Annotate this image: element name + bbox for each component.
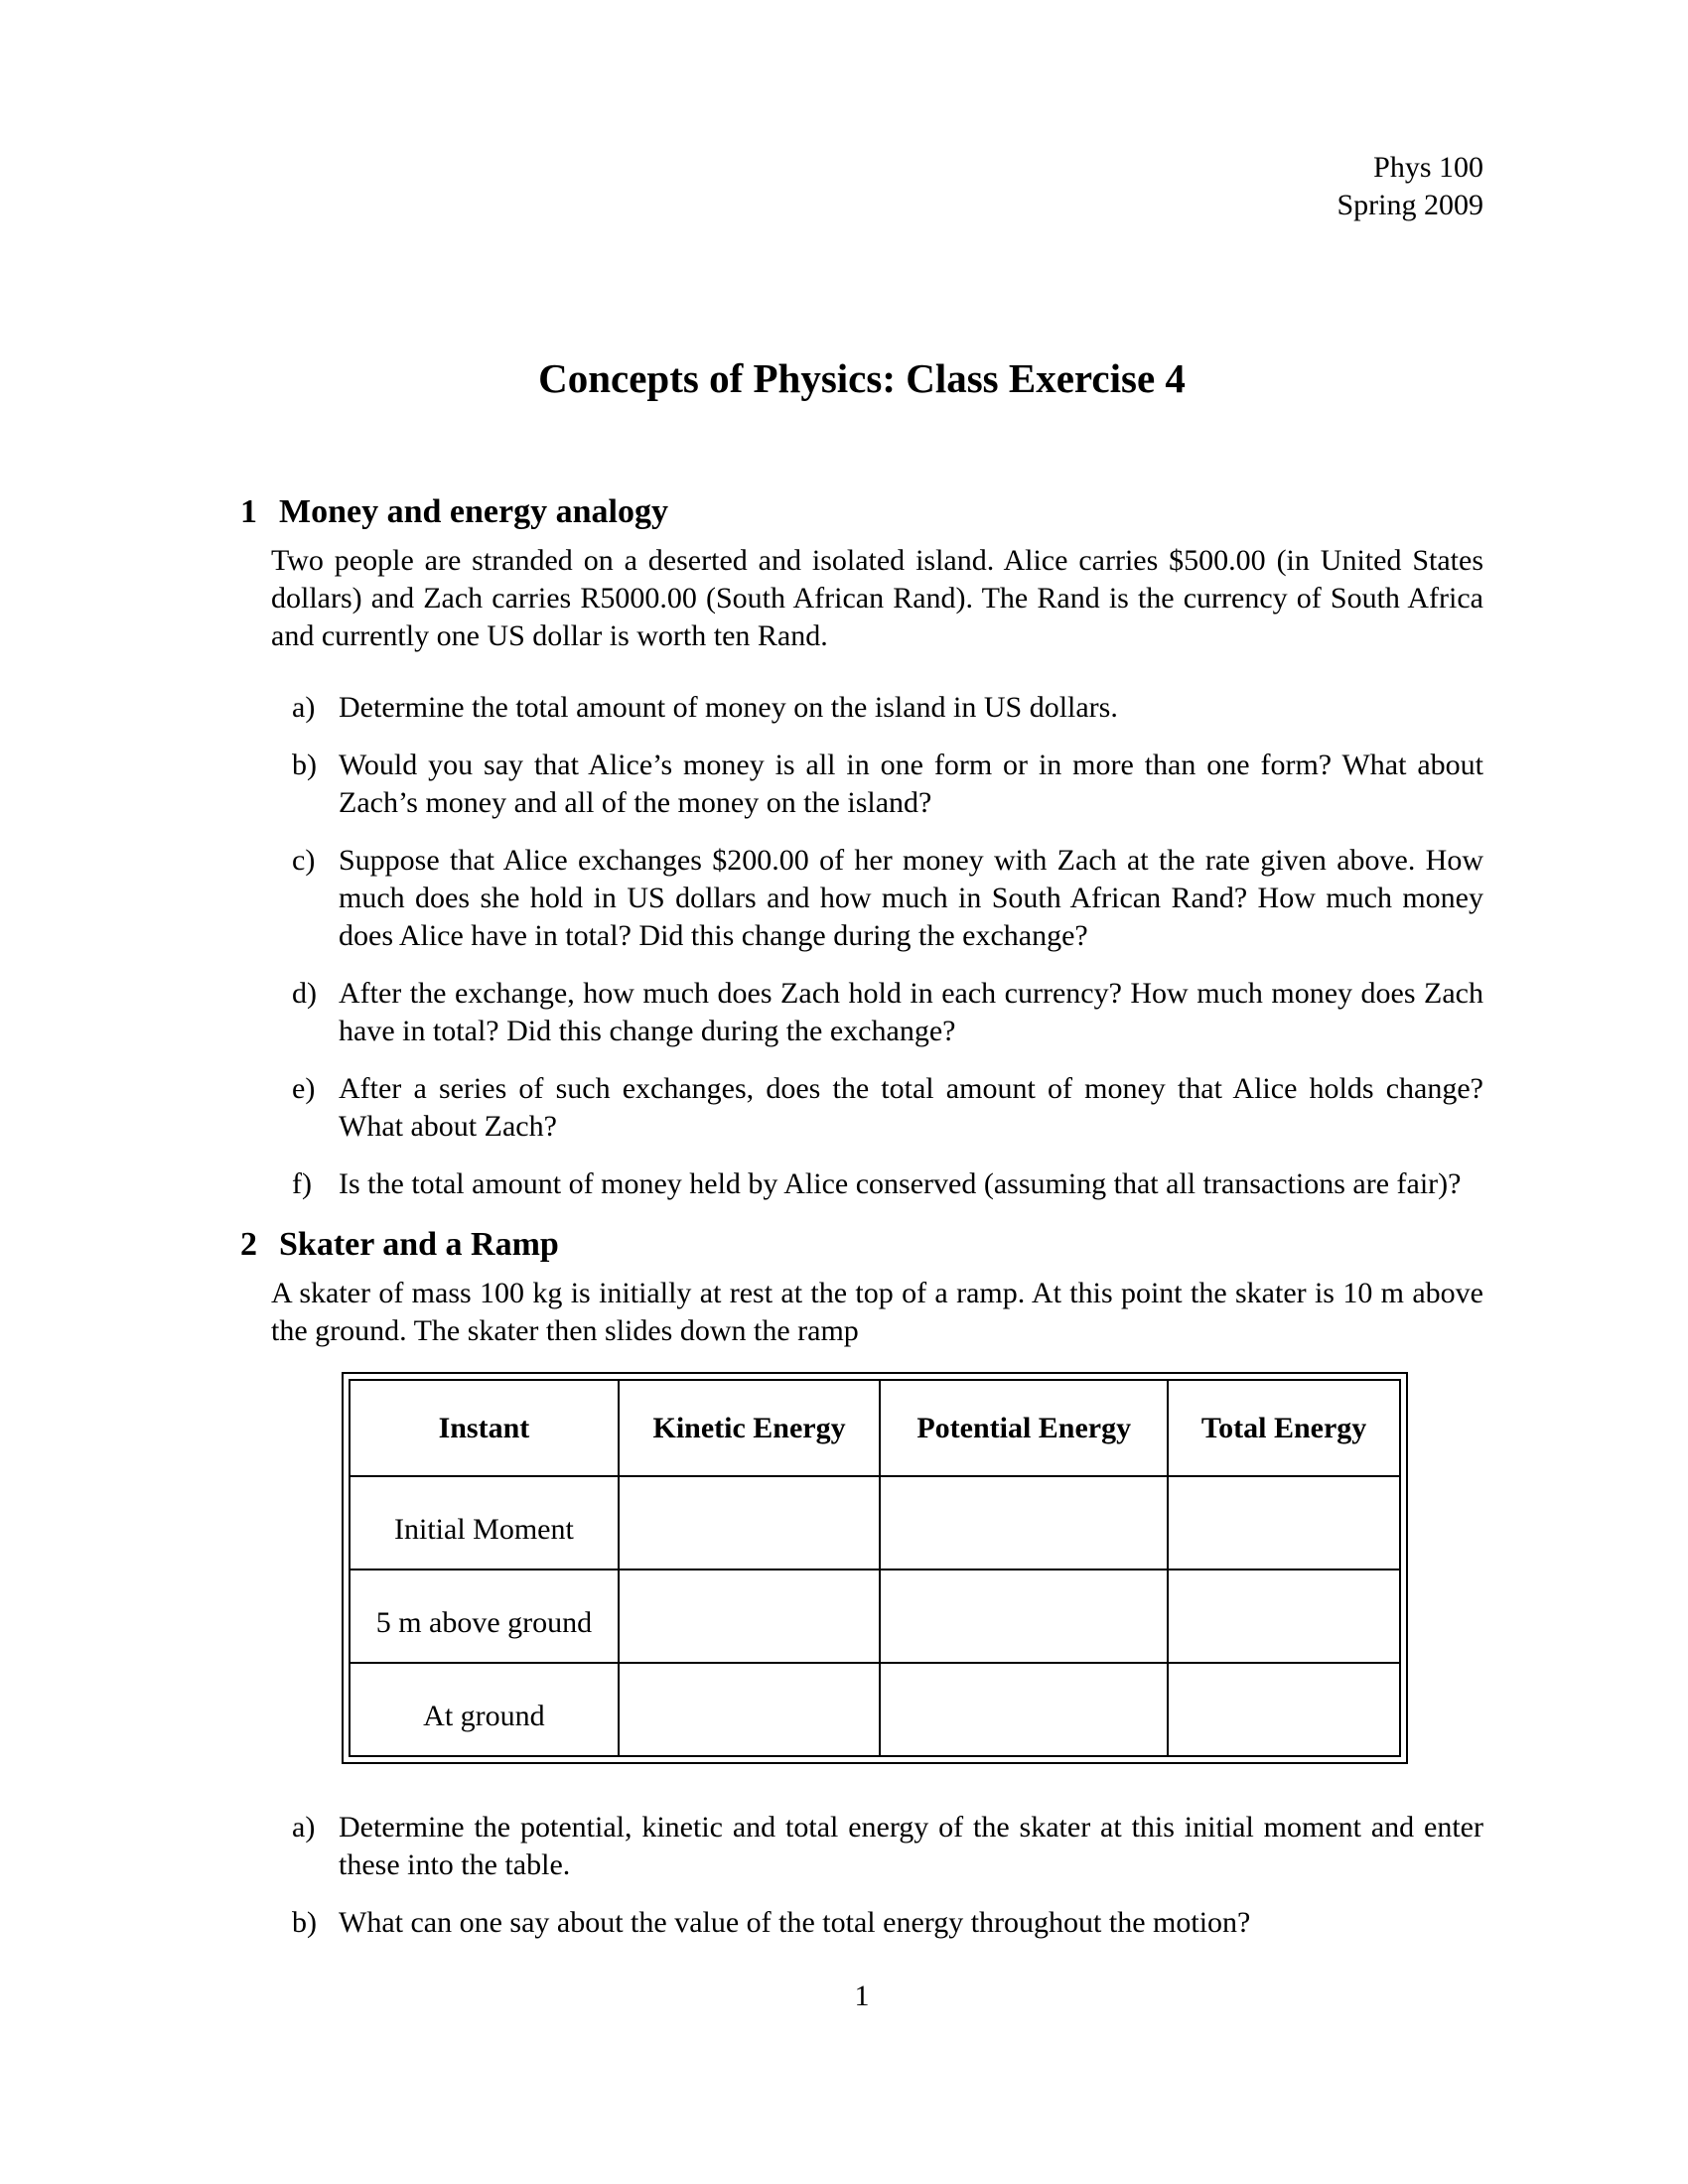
- cell-instant: 5 m above ground: [350, 1570, 619, 1663]
- cell-total-energy: [1168, 1663, 1400, 1756]
- item-label: e): [292, 1072, 316, 1105]
- table-row: [350, 1663, 1400, 1756]
- item-label: a): [292, 1811, 316, 1843]
- cell-instant: At ground: [350, 1663, 619, 1756]
- item-text: Suppose that Alice exchanges $200.00 of her money with Zach at the rate given above. How much does she hold in US dollars and how much in South African Rand? How much money does Alice have in total? Did this change during the exchange?: [339, 844, 1483, 952]
- item-label: d): [292, 977, 317, 1010]
- energy-table-frame: [342, 1372, 1408, 1764]
- table-header-row: [350, 1380, 1400, 1476]
- item-text: Determine the total amount of money on the island in US dollars.: [339, 691, 1118, 724]
- cell-potential-energy: [880, 1570, 1168, 1663]
- question-item: [240, 689, 1483, 727]
- cell-kinetic-energy: [619, 1663, 880, 1756]
- section-2-heading: [240, 1223, 1483, 1267]
- item-label: b): [292, 749, 317, 781]
- question-item: [240, 842, 1483, 955]
- section-2-number: 2: [240, 1226, 257, 1263]
- section-2-question-list: [240, 1809, 1483, 1942]
- item-label: c): [292, 844, 316, 877]
- column-header-potential-energy: Potential Energy: [880, 1380, 1168, 1476]
- course-term: Spring 2009: [1336, 189, 1483, 221]
- table-row: [350, 1570, 1400, 1663]
- cell-instant: Initial Moment: [350, 1476, 619, 1570]
- item-text: After a series of such exchanges, does the total amount of money that Alice holds change? What about Zach?: [339, 1072, 1483, 1143]
- question-item: [240, 747, 1483, 822]
- item-text: Determine the potential, kinetic and total energy of the skater at this initial moment and enter these into the table.: [339, 1811, 1483, 1881]
- section-1-question-list: [240, 689, 1483, 1203]
- table-row: [350, 1476, 1400, 1570]
- column-header-instant: Instant: [350, 1380, 619, 1476]
- item-text: Is the total amount of money held by Alice conserved (assuming that all transactions are fair)?: [339, 1167, 1462, 1200]
- item-text: What can one say about the value of the total energy throughout the motion?: [339, 1906, 1251, 1939]
- section-2-title: Skater and a Ramp: [279, 1226, 559, 1263]
- course-header: [240, 149, 1483, 224]
- cell-potential-energy: [880, 1476, 1168, 1570]
- document-title: Concepts of Physics: Class Exercise 4: [538, 355, 1186, 401]
- energy-table: [349, 1379, 1401, 1757]
- item-text: After the exchange, how much does Zach hold in each currency? How much money does Zach have in total? Did this change during the exchange?: [339, 977, 1483, 1047]
- section-2-intro: A skater of mass 100 kg is initially at rest at the top of a ramp. At this point the skater is 10 m above the ground. The skater then slides down the ramp: [271, 1277, 1483, 1347]
- question-item: [240, 1809, 1483, 1884]
- item-label: b): [292, 1906, 317, 1939]
- cell-kinetic-energy: [619, 1476, 880, 1570]
- item-label: a): [292, 691, 316, 724]
- cell-potential-energy: [880, 1663, 1168, 1756]
- section-1-number: 1: [240, 493, 257, 530]
- cell-total-energy: [1168, 1570, 1400, 1663]
- question-item: [240, 1070, 1483, 1146]
- question-item: [240, 1904, 1483, 1942]
- course-name: Phys 100: [1373, 151, 1483, 184]
- section-1-intro: Two people are stranded on a deserted and isolated island. Alice carries $500.00 (in United States dollars) and Zach carries R5000.00 (South African Rand). The Rand is the currency of South Africa and currently one US dollar is worth ten Rand.: [271, 544, 1483, 652]
- section-1-heading: [240, 490, 1483, 534]
- column-header-total-energy: Total Energy: [1168, 1380, 1400, 1476]
- section-skater-ramp: [240, 1223, 1483, 1942]
- question-item: [240, 1165, 1483, 1203]
- section-1-title: Money and energy analogy: [279, 493, 668, 530]
- cell-kinetic-energy: [619, 1570, 880, 1663]
- item-label: f): [292, 1167, 312, 1200]
- page-number: 1: [854, 1979, 870, 2012]
- section-money-energy: [240, 490, 1483, 1203]
- cell-total-energy: [1168, 1476, 1400, 1570]
- question-item: [240, 975, 1483, 1050]
- item-text: Would you say that Alice’s money is all in one form or in more than one form? What about Zach’s money and all of the money on the island?: [339, 749, 1483, 819]
- column-header-kinetic-energy: Kinetic Energy: [619, 1380, 880, 1476]
